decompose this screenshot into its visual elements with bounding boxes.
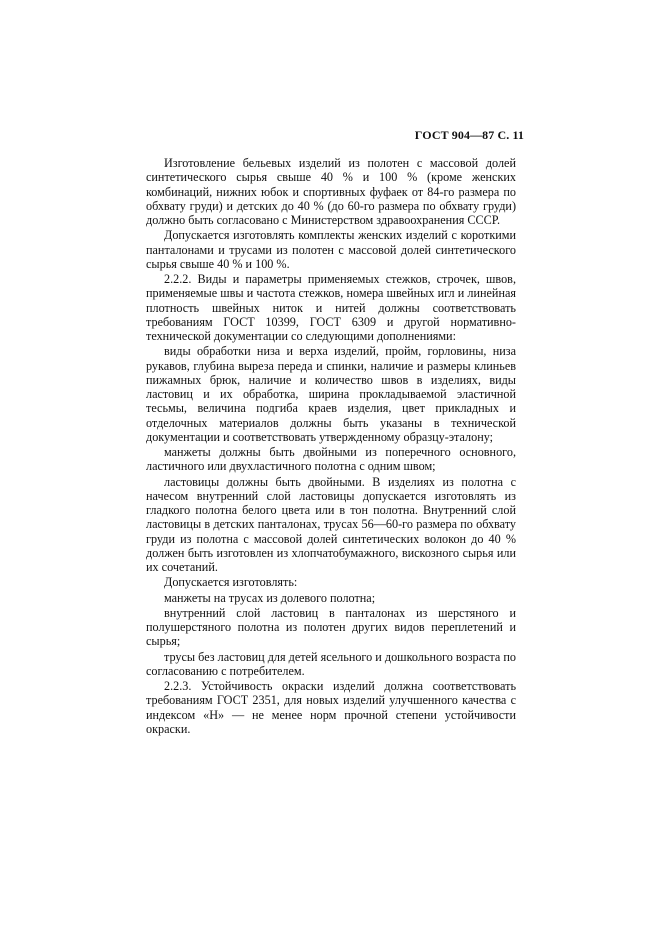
paragraph-synthetic-fabric-approval: Изготовление бельевых изделий из полотен с массовой долей синтетического сырья свыше 40 % и 100 % (кроме женских комбинаций, нижних юбок и спортивных фуфаек от 84-го размера по обхвату груди) и детских до 40 % (до 60-го размера по обхвату груди) должно быть согласовано с Министерством здравоохранения СССР. [146,156,516,227]
document-body [146,156,516,736]
paragraph-allowed-gusset-layer: внутренний слой ластовиц в панталонах из шерстяного и полушерстяного полотна из полотен других видов переплетений и сырья; [146,605,516,649]
paragraph-processing-types: виды обработки низа и верха изделий, пройм, горловины, низа рукавов, глубина выреза переда и спинки, наличие и размеры клиньев пижамных брюк, наличие и количество швов в изделиях, виды ластовиц и их обработка, ширина прокладываемой эластичной тесьмы, величина подгиба краев изделия, цвет прикладных и отделочных материалов должны быть указаны в технической документации и соответствовать утвержденному образцу-эталону; [146,344,516,444]
paragraph-clause-2-2-2: 2.2.2. Виды и параметры применяемых стежков, строчек, швов, применяемые швы и частота стежков, номера швейных игл и линейная плотность швейных ниток и нитей должны соответствовать требованиям ГОСТ 10399, ГОСТ 6309 и другой нормативно-технической документации со следующими дополнениями: [146,272,516,343]
paragraph-cuffs: манжеты должны быть двойными из поперечного основного, ластичного или двухластичного полотна с одним швом; [146,445,516,474]
paragraph-gussets: ластовицы должны быть двойными. В изделиях из полотна с начесом внутренний слой ластовицы допускается изготовлять из гладкого полотна белого цвета или в тон полотна. Внутренний слой ластовицы в детских панталонах, трусах 56—60-го размера по обхвату груди из полотна с массовой долей синтетических волокон до 40 % должен быть изготовлен из хлопчатобумажного, вискозного сырья или их сочетаний. [146,474,516,574]
paragraph-allowed-intro: Допускается изготовлять: [164,575,298,590]
paragraph-womens-sets: Допускается изготовлять комплекты женских изделий с короткими панталонами и трусами из полотен с массовой долей синтетического сырья свыше 40 % и 100 %. [146,228,516,271]
paragraph-allowed-briefs: трусы без ластовиц для детей ясельного и дошкольного возраста по согласованию с потребителем. [146,649,516,678]
paragraph-clause-2-2-3: 2.2.3. Устойчивость окраски изделий должна соответствовать требованиям ГОСТ 2351, для новых изделий улучшенного качества с индексом «Н» — не менее норм прочной степени устойчивости окраски. [146,679,516,736]
page-header: ГОСТ 904—87 С. 11 [414,128,524,142]
paragraph-allowed-cuffs: манжеты на трусах из долевого полотна; [164,590,376,605]
